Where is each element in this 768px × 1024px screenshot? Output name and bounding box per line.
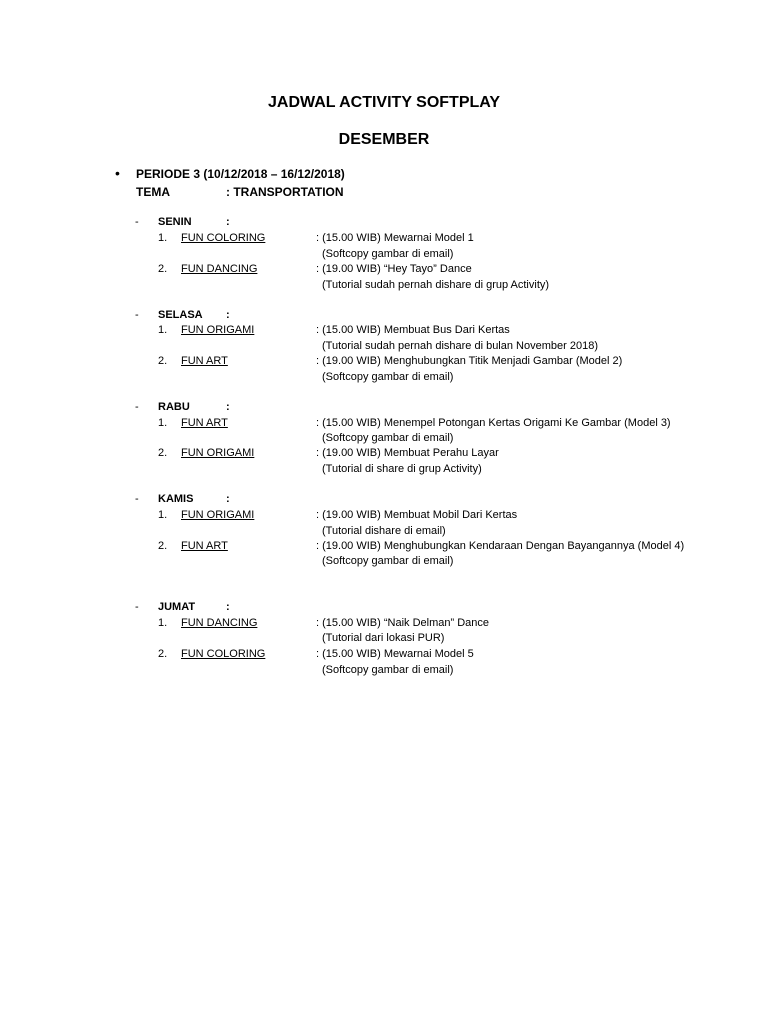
day-dash: - (135, 309, 139, 321)
activity-note: (Tutorial sudah pernah dishare di grup Activity) (322, 279, 550, 291)
activity-note: (Softcopy gambar di email) (322, 432, 454, 444)
day-dash: - (135, 401, 139, 413)
activity-name: FUN ART (181, 355, 228, 367)
item-number: 2. (158, 648, 168, 660)
period-heading: PERIODE 3 (10/12/2018 – 16/12/2018) (136, 167, 345, 181)
activity-name: FUN COLORING (181, 648, 266, 660)
activity-detail: : (19.00 WIB) “Hey Tayo” Dance (316, 263, 472, 275)
activity-note: (Tutorial di share di grup Activity) (322, 463, 482, 475)
item-number: 2. (158, 263, 168, 275)
activity-note: (Softcopy gambar di email) (322, 555, 454, 567)
item-number: 2. (158, 540, 168, 552)
activity-note: (Tutorial dari lokasi PUR) (322, 632, 445, 644)
item-number: 2. (158, 447, 168, 459)
document-title: JADWAL ACTIVITY SOFTPLAY (267, 94, 501, 111)
day-name-selasa: SELASA (158, 309, 203, 321)
day-name-jumat: JUMAT (158, 601, 196, 613)
item-number: 1. (158, 509, 168, 521)
activity-note: (Softcopy gambar di email) (322, 371, 454, 383)
activity-detail: : (15.00 WIB) Mewarnai Model 5 (316, 648, 474, 660)
day-dash: - (135, 601, 139, 613)
activity-name: FUN ART (181, 540, 228, 552)
activity-note: (Softcopy gambar di email) (322, 664, 454, 676)
day-name-senin: SENIN (158, 216, 192, 228)
activity-name: FUN COLORING (181, 232, 266, 244)
activity-name: FUN DANCING (181, 617, 258, 629)
theme-label: TEMA (136, 185, 170, 199)
theme-value: : TRANSPORTATION (226, 185, 344, 199)
item-number: 2. (158, 355, 168, 367)
activity-note: (Tutorial sudah pernah dishare di bulan November 2018) (322, 340, 598, 352)
day-colon: : (226, 309, 230, 321)
day-colon: : (226, 216, 230, 228)
item-number: 1. (158, 617, 168, 629)
item-number: 1. (158, 417, 168, 429)
activity-detail: : (19.00 WIB) Membuat Perahu Layar (316, 447, 499, 459)
day-dash: - (135, 216, 139, 228)
activity-name: FUN ORIGAMI (181, 324, 255, 336)
activity-name: FUN ORIGAMI (181, 447, 255, 459)
activity-detail: : (15.00 WIB) Membuat Bus Dari Kertas (316, 324, 510, 336)
item-number: 1. (158, 324, 168, 336)
activity-note: (Tutorial dishare di email) (322, 525, 446, 537)
bullet-marker: • (115, 165, 120, 181)
day-name-kamis: KAMIS (158, 493, 194, 505)
day-colon: : (226, 493, 230, 505)
day-colon: : (226, 601, 230, 613)
item-number: 1. (158, 232, 168, 244)
activity-note: (Softcopy gambar di email) (322, 248, 454, 260)
activity-name: FUN DANCING (181, 263, 258, 275)
activity-name: FUN ORIGAMI (181, 509, 255, 521)
day-dash: - (135, 493, 139, 505)
activity-detail: : (19.00 WIB) Membuat Mobil Dari Kertas (316, 509, 518, 521)
document-month: DESEMBER (338, 131, 430, 148)
day-name-rabu: RABU (158, 401, 190, 413)
activity-detail: : (19.00 WIB) Menghubungkan Titik Menjadi Gambar (Model 2) (316, 355, 623, 367)
activity-detail: : (15.00 WIB) Mewarnai Model 1 (316, 232, 474, 244)
day-colon: : (226, 401, 230, 413)
activity-detail: : (19.00 WIB) Menghubungkan Kendaraan Dengan Bayangannya (Model 4) (316, 540, 685, 552)
activity-detail: : (15.00 WIB) Menempel Potongan Kertas Origami Ke Gambar (Model 3) (316, 417, 671, 429)
activity-detail: : (15.00 WIB) “Naik Delman” Dance (316, 617, 489, 629)
activity-name: FUN ART (181, 417, 228, 429)
